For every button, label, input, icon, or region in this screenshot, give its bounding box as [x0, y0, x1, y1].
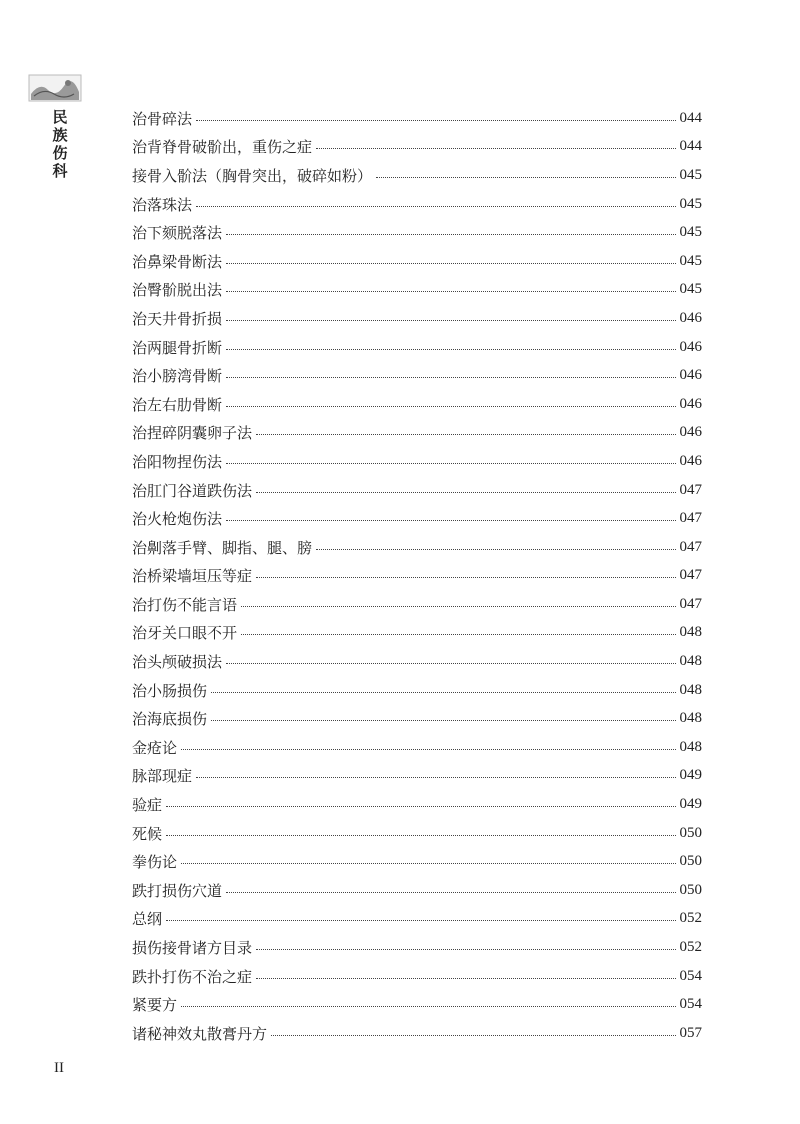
dot-leader: [316, 549, 675, 550]
toc-entry-page: 048: [679, 710, 702, 727]
toc-entry-page: 052: [679, 910, 702, 927]
toc-entry-title: 损伤接骨诸方目录: [132, 939, 253, 958]
toc-entry: [132, 361, 702, 390]
toc-entry: [132, 847, 702, 876]
dot-leader: [181, 863, 675, 864]
toc-entry: [132, 819, 702, 848]
toc-entry-title: 治臀骱脱出法: [132, 281, 223, 300]
dot-leader: [211, 720, 675, 721]
dot-leader: [271, 1035, 675, 1036]
toc-entry: [132, 647, 702, 676]
toc-entry-page: 050: [679, 824, 702, 841]
toc-entry-title: 脉部现症: [132, 767, 193, 786]
toc-entry-page: 054: [679, 967, 702, 984]
toc-entry: [132, 876, 702, 905]
toc-entry: [132, 905, 702, 934]
toc-entry-title: 治落珠法: [132, 195, 193, 214]
toc-entry-page: 046: [679, 452, 702, 469]
toc-entry-title: 接骨入骱法（胸骨突出，破碎如粉）: [132, 166, 373, 185]
toc-entry: [132, 476, 702, 505]
toc-entry-title: 总纲: [132, 910, 163, 929]
toc-entry-page: 048: [679, 653, 702, 670]
toc-entry: [132, 676, 702, 705]
dot-leader: [226, 263, 675, 264]
toc-entry: [132, 790, 702, 819]
toc-entry-title: 跌打损伤穴道: [132, 881, 223, 900]
toc-entry-title: 治下颏脱落法: [132, 224, 223, 243]
toc-entry: [132, 1019, 702, 1048]
series-logo: [28, 74, 82, 102]
toc-entry-title: 治火枪炮伤法: [132, 510, 223, 529]
series-title-char: 伤: [52, 144, 68, 162]
toc-entry-page: 045: [679, 224, 702, 241]
toc-entry-title: 治打伤不能言语: [132, 595, 238, 614]
toc-entry-page: 050: [679, 881, 702, 898]
toc-entry-page: 057: [679, 1024, 702, 1041]
toc-entry-title: 死候: [132, 824, 163, 843]
dot-leader: [166, 920, 675, 921]
toc-entry-page: 052: [679, 939, 702, 956]
dot-leader: [181, 1006, 675, 1007]
dot-leader: [196, 120, 675, 121]
toc-entry-page: 048: [679, 738, 702, 755]
toc-entry-title: 治肛门谷道跌伤法: [132, 481, 253, 500]
toc-entry-page: 046: [679, 395, 702, 412]
toc-entry-title: 验症: [132, 796, 163, 815]
toc-entry-title: 治左右肋骨断: [132, 395, 223, 414]
toc-entry-title: 治头颅破损法: [132, 653, 223, 672]
dot-leader: [226, 520, 675, 521]
toc-entry: [132, 704, 702, 733]
toc-entry-title: 跌扑打伤不治之症: [132, 967, 253, 986]
toc-entry-page: 049: [679, 767, 702, 784]
toc-entry: [132, 562, 702, 591]
toc-entry: [132, 504, 702, 533]
dot-leader: [256, 577, 675, 578]
dot-leader: [226, 463, 675, 464]
toc-entry-title: 治小膀湾骨断: [132, 367, 223, 386]
toc-entry-page: 044: [679, 138, 702, 155]
toc-entry: [132, 533, 702, 562]
toc-entry-page: 047: [679, 567, 702, 584]
toc-entry-title: 治桥梁墙垣压等症: [132, 567, 253, 586]
dot-leader: [226, 377, 675, 378]
dot-leader: [241, 634, 675, 635]
toc-entry-title: 治鼻梁骨断法: [132, 252, 223, 271]
toc-entry: [132, 190, 702, 219]
page-number: II: [54, 1060, 64, 1076]
toc-entry-title: 治天井骨折损: [132, 309, 223, 328]
toc-entry-page: 054: [679, 996, 702, 1013]
toc-entry: [132, 733, 702, 762]
toc-entry: [132, 990, 702, 1019]
toc-entry-title: 治牙关口眼不开: [132, 624, 238, 643]
toc-entry-page: 046: [679, 367, 702, 384]
dot-leader: [226, 234, 675, 235]
toc-entry-page: 050: [679, 853, 702, 870]
dot-leader: [181, 749, 675, 750]
toc-entry: [132, 104, 702, 133]
toc-entry: [132, 390, 702, 419]
toc-entry: [132, 419, 702, 448]
toc-entry-page: 046: [679, 309, 702, 326]
dot-leader: [226, 349, 675, 350]
toc-entry: [132, 762, 702, 791]
toc-entry-title: 治海底损伤: [132, 710, 208, 729]
toc-entry-page: 046: [679, 424, 702, 441]
toc-entry-page: 044: [679, 109, 702, 126]
toc-entry-page: 047: [679, 595, 702, 612]
toc-entry: [132, 447, 702, 476]
toc-entry-title: 治阳物捏伤法: [132, 452, 223, 471]
dot-leader: [226, 291, 675, 292]
toc-entry: [132, 218, 702, 247]
toc-entry: [132, 590, 702, 619]
dot-leader: [211, 692, 675, 693]
toc-entry-page: 046: [679, 338, 702, 355]
toc-entry-title: 拳伤论: [132, 853, 178, 872]
toc-entry: [132, 619, 702, 648]
toc-entry-page: 045: [679, 195, 702, 212]
dot-leader: [256, 949, 675, 950]
toc-entry: [132, 962, 702, 991]
dot-leader: [226, 892, 675, 893]
toc-entry-title: 治背脊骨破骱出，重伤之症: [132, 138, 313, 157]
dot-leader: [256, 492, 675, 493]
dot-leader: [316, 148, 675, 149]
dot-leader: [226, 663, 675, 664]
table-of-contents: [132, 104, 702, 1048]
toc-entry-title: 紧要方: [132, 996, 178, 1015]
toc-entry-title: 治骨碎法: [132, 109, 193, 128]
dot-leader: [226, 320, 675, 321]
toc-entry: [132, 333, 702, 362]
toc-entry-page: 049: [679, 796, 702, 813]
toc-entry: [132, 161, 702, 190]
toc-entry-page: 048: [679, 681, 702, 698]
toc-entry-page: 045: [679, 281, 702, 298]
toc-entry: [132, 276, 702, 305]
toc-entry-title: 金疮论: [132, 738, 178, 757]
toc-entry-title: 治捏碎阴囊卵子法: [132, 424, 253, 443]
dot-leader: [196, 206, 675, 207]
toc-entry-title: 治劓落手臂、脚指、腿、膀: [132, 538, 313, 557]
toc-entry-page: 045: [679, 252, 702, 269]
toc-entry: [132, 304, 702, 333]
toc-entry: [132, 133, 702, 162]
toc-entry: [132, 247, 702, 276]
dot-leader: [166, 806, 675, 807]
dot-leader: [166, 835, 675, 836]
toc-entry-page: 045: [679, 166, 702, 183]
toc-entry-title: 诸秘神效丸散膏丹方: [132, 1024, 268, 1043]
toc-entry-page: 047: [679, 481, 702, 498]
dot-leader: [256, 978, 675, 979]
series-title-char: 族: [52, 126, 68, 144]
toc-entry-page: 047: [679, 510, 702, 527]
toc-entry-page: 048: [679, 624, 702, 641]
book-series-title: [48, 108, 72, 180]
dot-leader: [196, 777, 675, 778]
series-title-char: 科: [52, 162, 68, 180]
toc-entry-page: 047: [679, 538, 702, 555]
dot-leader: [376, 177, 675, 178]
dot-leader: [256, 434, 675, 435]
toc-entry-title: 治小肠损伤: [132, 681, 208, 700]
toc-entry-title: 治两腿骨折断: [132, 338, 223, 357]
series-title-char: 民: [52, 108, 68, 126]
dot-leader: [241, 606, 675, 607]
dot-leader: [226, 406, 675, 407]
toc-entry: [132, 933, 702, 962]
